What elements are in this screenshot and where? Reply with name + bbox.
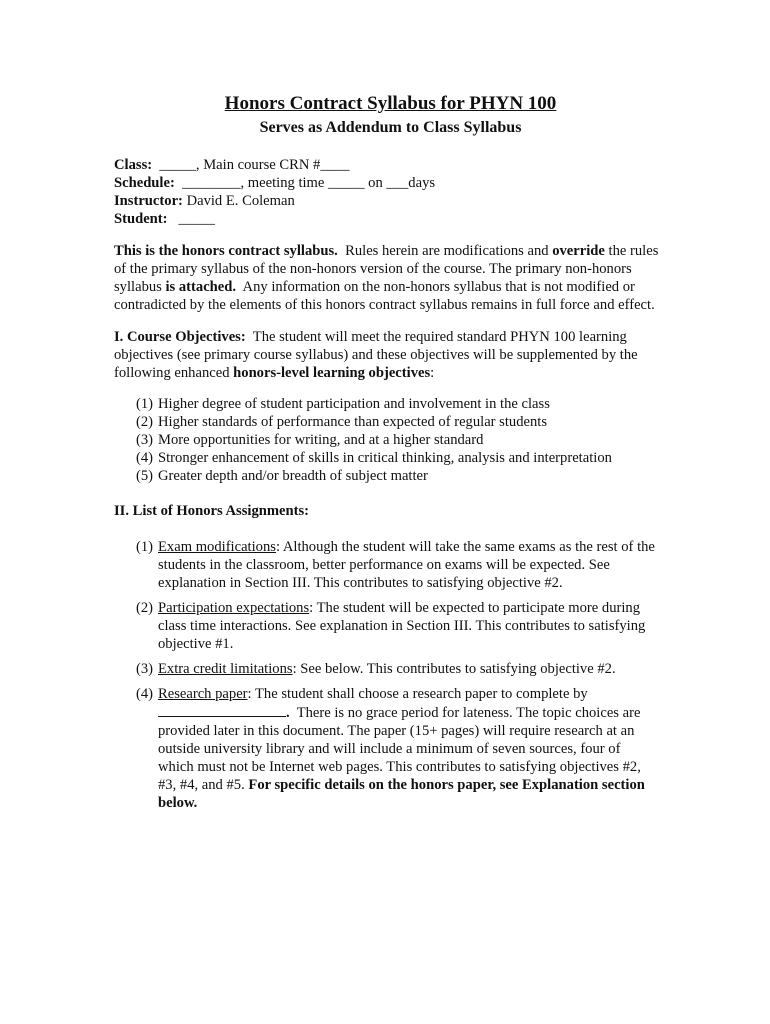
intro-paragraph	[114, 242, 659, 314]
list-item	[136, 685, 659, 812]
intro-attached: is attached.	[165, 279, 237, 295]
list-item	[136, 538, 659, 592]
objectives-text-a: The student will meet the required standard PHYN 100 learning objectives (see primary course syllabus) and these objectives will be supplemented by the following enhanced	[114, 329, 638, 381]
assignments-list	[114, 538, 659, 812]
class-label: Class:	[114, 157, 153, 173]
item-number: (3)	[136, 432, 154, 448]
course-info-block	[114, 156, 659, 228]
item-title: Research paper	[158, 686, 248, 702]
schedule-label: Schedule:	[114, 175, 175, 191]
list-item	[136, 449, 659, 467]
item-number: (5)	[136, 468, 154, 484]
objectives-text-b: :	[430, 365, 435, 381]
intro-text-a: Rules herein are modifications and	[345, 243, 549, 259]
item-text: Higher standards of performance than expected of regular students	[158, 414, 548, 430]
research-bold: For specific details on the honors paper, see Explanation section below.	[158, 777, 645, 811]
item-text: Stronger enhancement of skills in critical thinking, analysis and interpretation	[158, 450, 612, 466]
item-number: (3)	[136, 661, 154, 677]
document-page	[114, 92, 659, 819]
class-value: _____, Main course CRN #____	[159, 157, 350, 173]
student-row	[114, 210, 659, 228]
class-row	[114, 156, 659, 174]
item-body	[158, 599, 659, 653]
instructor-row	[114, 192, 659, 210]
item-body	[158, 685, 659, 812]
item-text: Greater depth and/or breadth of subject matter	[158, 468, 428, 484]
list-item	[136, 660, 659, 678]
item-number: (2)	[136, 600, 154, 616]
document-title: Honors Contract Syllabus for PHYN 100	[224, 93, 557, 114]
item-text: Higher degree of student participation and involvement in the class	[158, 396, 550, 412]
item-text: : The student will be expected to participate more during class time interactions. See explanation in Section III. This contributes to satisfying objective #1.	[158, 600, 646, 652]
objectives-list	[114, 395, 659, 485]
intro-text-c: Any information on the non-honors syllabus that is not modified or contradicted by the elements of this honors contract syllabus remains in full force and effect.	[114, 279, 655, 313]
objectives-heading: I. Course Objectives:	[114, 329, 246, 345]
item-text: : Although the student will take the same exams as the rest of the students in the classroom, better performance on exams will be expected. See explanation in Section III. This contributes to satisfying objective #2.	[158, 539, 655, 591]
objectives-bold-term: honors-level learning objectives	[233, 365, 431, 381]
list-item	[136, 395, 659, 413]
research-dot: .	[286, 705, 290, 721]
item-text: : The student shall choose a research paper to complete by	[247, 686, 588, 702]
schedule-value: ________, meeting time _____ on ___days	[182, 175, 436, 191]
assignments-heading: II. List of Honors Assignments:	[114, 503, 310, 519]
objectives-paragraph	[114, 328, 659, 382]
list-item	[136, 599, 659, 653]
item-text: More opportunities for writing, and at a higher standard	[158, 432, 484, 448]
instructor-label: Instructor:	[114, 193, 183, 209]
research-text: There is no grace period for lateness. The topic choices are provided later in this document. The paper (15+ pages) will require research at an outside university library and will include a minimum of seven sources, four of which must not be Internet web pages. This contributes to satisfying objectives #2, #3, #4, and #5.	[158, 705, 641, 793]
intro-lead: This is the honors contract syllabus.	[114, 243, 338, 259]
instructor-value: David E. Coleman	[186, 193, 295, 209]
list-item	[136, 413, 659, 431]
schedule-row	[114, 174, 659, 192]
item-title: Exam modifications	[158, 539, 276, 555]
student-label: Student:	[114, 211, 168, 227]
item-number: (4)	[136, 686, 154, 702]
item-title: Participation expectations	[158, 600, 310, 616]
list-item	[136, 467, 659, 485]
item-text: : See below. This contributes to satisfying objective #2.	[292, 661, 616, 677]
item-title: Extra credit limitations	[158, 661, 293, 677]
student-value: _____	[178, 211, 215, 227]
item-number: (1)	[136, 539, 154, 555]
due-date-blank	[158, 703, 286, 717]
document-subtitle: Serves as Addendum to Class Syllabus	[259, 119, 522, 136]
list-item	[136, 431, 659, 449]
item-number: (4)	[136, 450, 154, 466]
intro-text-b: the rules of the primary syllabus of the non-honors version of the course. The primary non-honors syllabus	[114, 243, 659, 295]
item-body	[158, 538, 659, 592]
intro-override: override	[552, 243, 605, 259]
item-number: (1)	[136, 396, 154, 412]
item-body	[158, 660, 659, 678]
item-number: (2)	[136, 414, 154, 430]
